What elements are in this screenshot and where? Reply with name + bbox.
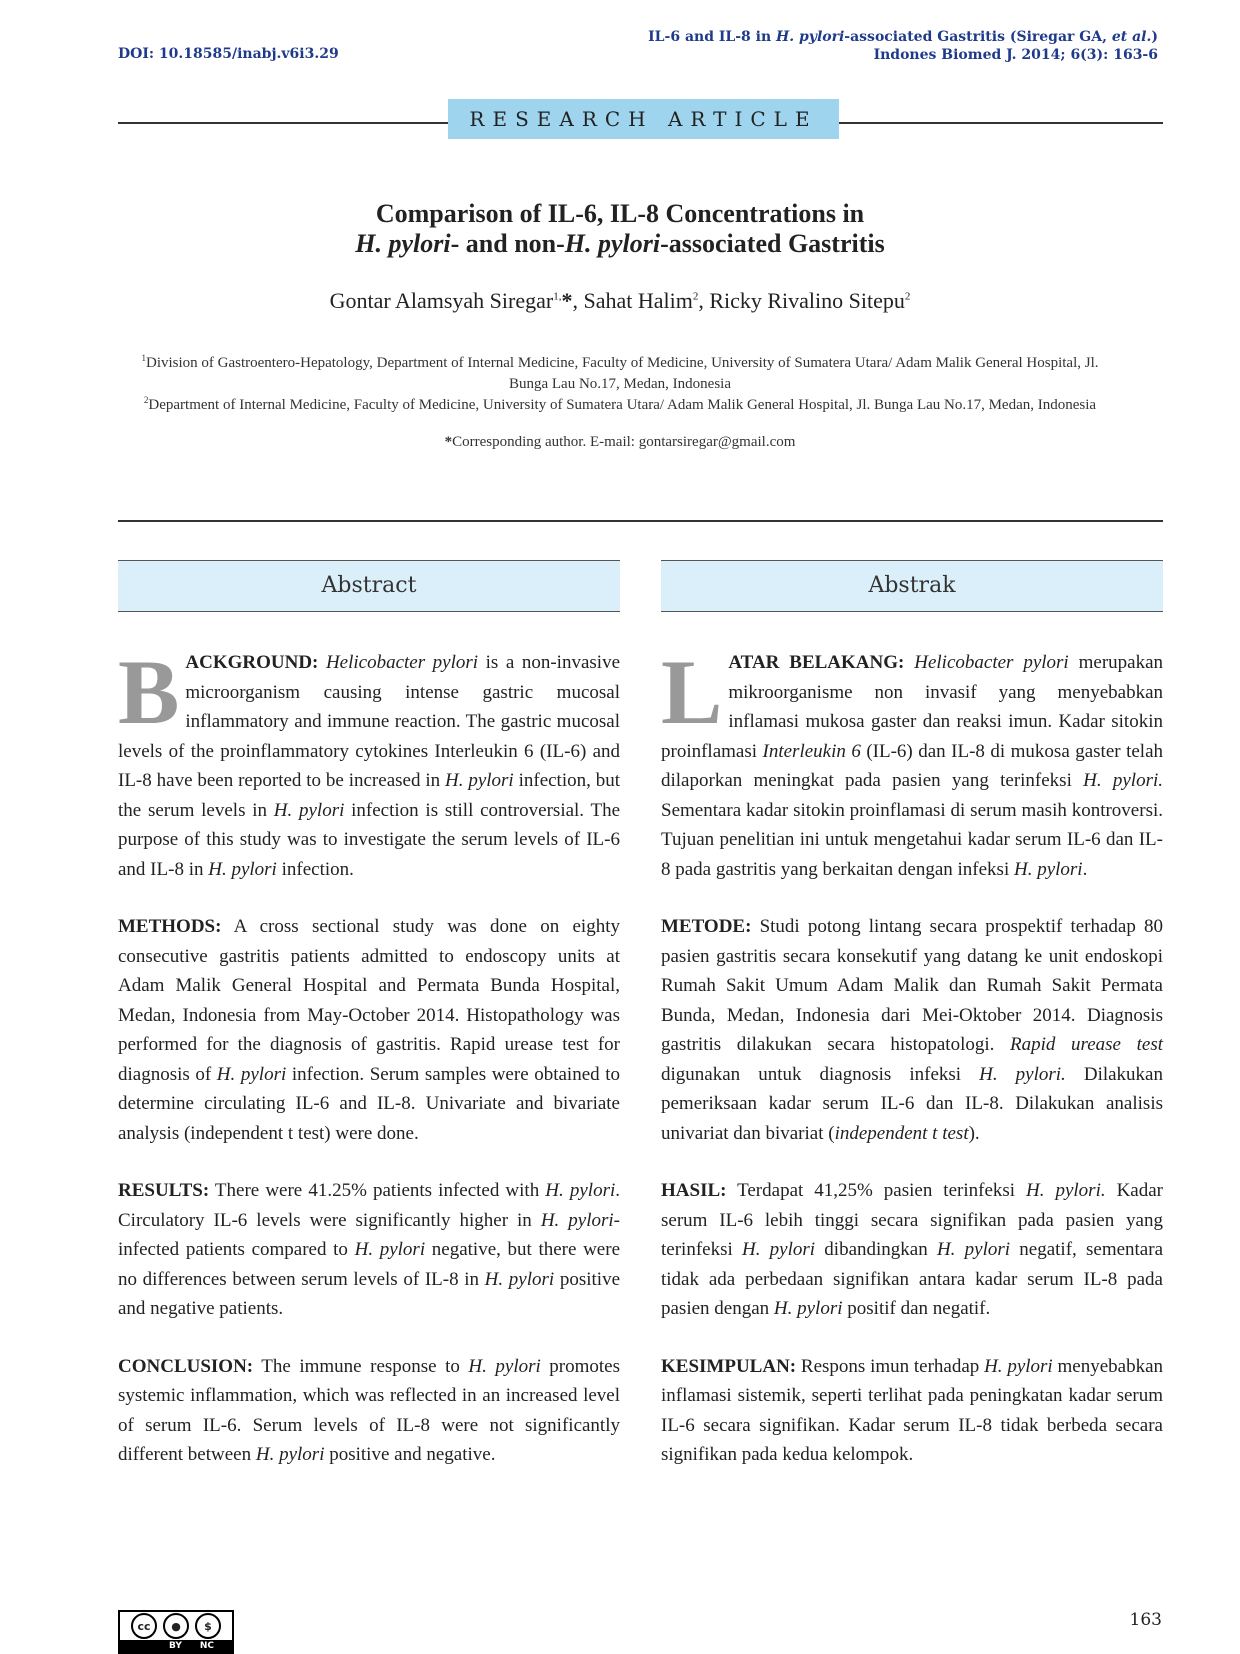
abstract-indonesian	[661, 641, 1164, 1470]
abstrak-latar-belakang: LATAR BELAKANG: Helicobacter pylori merupakan mikroorganisme non invasif yang menyebabkan inflamasi mukosa gaster dan reaksi imun. Kadar sitokin proinflamasi Interleukin 6 (IL-6) dan IL-8 di mukosa gaster telah dilaporkan meningkat pada pasien yang terinfeksi H. pylori. Sementara kadar sitokin proinflamasi di serum masih kontroversi. Tujuan penelitian ini untuk mengetahui kadar serum IL-6 dan IL-8 pada gastritis yang berkaitan dengan infeksi H. pylori.	[661, 641, 1164, 880]
running-header	[648, 28, 1158, 64]
license-nc: NC	[199, 1641, 214, 1651]
corresponding-author: *Corresponding author. E-mail: gontarsiregar@gmail.com	[444, 434, 796, 450]
abstract-methods: METHODS: A cross sectional study was done on eighty consecutive gastritis patients admitted to endoscopy units at Adam Malik General Hospital and Permata Bunda Hospital, Medan, Indonesia from May-October 2014. Histopathology was performed for the diagnosis of gastritis. Rapid urease test for diagnosis of H. pylori infection. Serum samples were obtained to determine circulating IL-6 and IL-8. Univariate and bivariate analysis (independent t test) were done.	[118, 916, 621, 1144]
noncommercial-icon: $	[195, 1613, 221, 1639]
running-title: IL-6 and IL-8 in H. pylori-associated Gastritis (Siregar GA, et al.)	[648, 29, 1158, 45]
page-number: 163	[1129, 1610, 1162, 1630]
abstract-conclusion: CONCLUSION: The immune response to H. pylori promotes systemic inflammation, which was reflected in an increased level of serum IL-6. Serum levels of IL-8 were not significantly different between H. pylori positive and negative.	[118, 1355, 621, 1465]
header-rule-right	[839, 122, 1163, 124]
abstract-heading-box	[118, 560, 620, 612]
abstract-background: BACKGROUND: Helicobacter pylori is a non-invasive microorganism causing intense gastric mucosal inflammatory and immune reaction. The gastric mucosal levels of the proinflammatory cytokines Interleukin 6 (IL-6) and IL-8 have been reported to be increased in H. pylori infection, but the serum levels in H. pylori infection is still controversial. The purpose of this study was to investigate the serum levels of IL-6 and IL-8 in H. pylori infection.	[118, 641, 621, 880]
abstrak-hasil: HASIL: Terdapat 41,25% pasien terinfeksi H. pylori. Kadar serum IL-6 lebih tinggi secara signifikan pada pasien yang terinfeksi H. pylori dibandingkan H. pylori negatif, sementara tidak ada perbedaan signifikan antara kadar serum IL-8 pada pasien dengan H. pylori positif dan negatif.	[661, 1180, 1164, 1319]
license-by: BY	[168, 1641, 182, 1651]
abstract-results: RESULTS: There were 41.25% patients infected with H. pylori. Circulatory IL-6 levels were significantly higher in H. pylori-infected patients compared to H. pylori negative, but there were no differences between serum levels of IL-8 in H. pylori positive and negative patients.	[118, 1180, 621, 1319]
abstract-heading: Abstract	[321, 573, 417, 598]
doi: DOI: 10.18585/inabj.v6i3.29	[118, 46, 339, 62]
abstrak-kesimpulan: KESIMPULAN: Respons imun terhadap H. pylori menyebabkan inflamasi sistemik, seperti terlihat pada peningkatan kadar serum IL-6 secara signifikan. Kadar serum IL-8 tidak berbeda secara signifikan pada kedua kelompok.	[661, 1355, 1164, 1465]
cc-license-badge	[118, 1610, 234, 1654]
header-rule-left	[118, 122, 448, 124]
journal-citation: Indones Biomed J. 2014; 6(3): 163-6	[873, 47, 1158, 63]
drop-cap: B	[118, 641, 180, 743]
affiliation-1: $^1$Division of Gastroentero-Hepatology, Department of Internal Medicine, Faculty of Medicine, University of Sumatera Utara/ Adam Malik General Hospital, Jl. Bunga Lau No.17, Medan, Indonesia	[141, 353, 1099, 392]
abstrak-metode: METODE: Studi potong lintang secara prospektif terhadap 80 pasien gastritis secara konsekutif yang datang ke unit endoskopi Rumah Sakit Umum Adam Malik dan Rumah Sakit Permata Bunda, Medan, Indonesia dari Mei-Oktober 2014. Diagnosis gastritis dilakukan secara histopatologi. Rapid urease test digunakan untuk diagnosis infeksi H. pylori. Dilakukan pemeriksaan kadar serum IL-6 dan IL-8. Dilakukan analisis univariat dan bivariat (independent t test).	[661, 916, 1164, 1144]
drop-cap: L	[661, 641, 723, 743]
section-divider	[118, 520, 1163, 522]
article-type-badge: RESEARCH ARTICLE	[448, 99, 839, 139]
abstrak-heading-box	[661, 560, 1163, 612]
affiliation-2: $^2$Department of Internal Medicine, Faculty of Medicine, University of Sumatera Utara/ Adam Malik General Hospital, Jl. Bunga Lau No.17, Medan, Indonesia	[143, 395, 1097, 413]
abstract-english	[118, 641, 621, 1470]
article-title: Comparison of IL-6, IL-8 Concentrations in H. pylori- and non-H. pylori-associated Gastritis	[355, 199, 885, 258]
cc-icon: cc	[131, 1613, 157, 1639]
author-list: Gontar Alamsyah Siregar$^{1,}$*, Sahat Halim$^2$, Ricky Rivalino Sitepu$^2$	[329, 288, 911, 313]
attribution-icon: ●	[163, 1613, 189, 1639]
abstrak-heading: Abstrak	[868, 573, 956, 598]
